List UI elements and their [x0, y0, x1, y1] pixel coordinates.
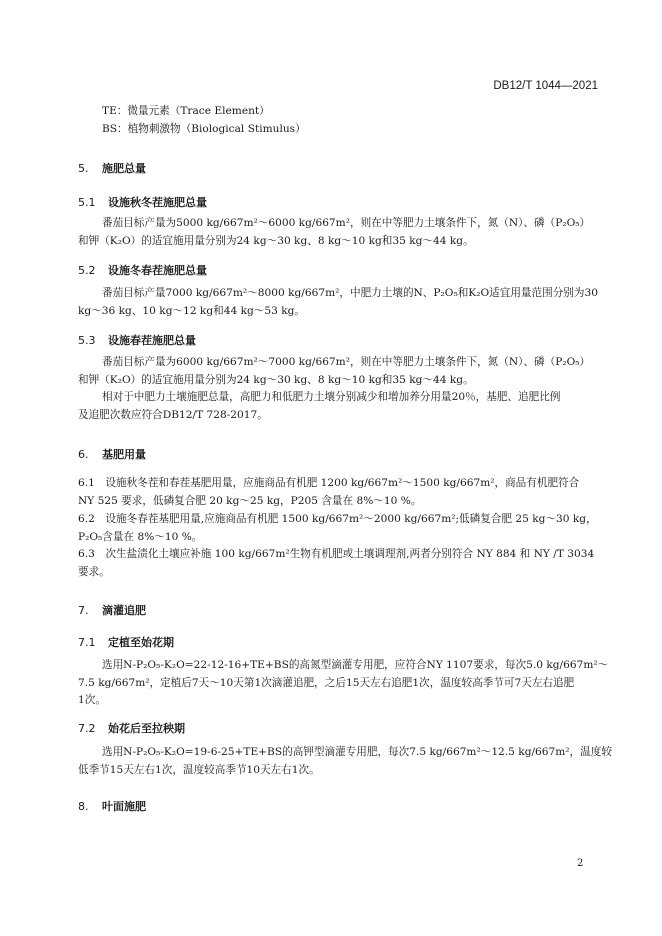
- section-number: 5.1: [78, 196, 96, 209]
- paragraph-line: 要求。: [78, 565, 110, 578]
- section-number: 7.2: [78, 722, 96, 735]
- section-number: 5.3: [78, 334, 96, 347]
- section-5-3-heading: [78, 332, 196, 348]
- section-6-3-paragraph: [78, 546, 602, 581]
- section-title: 设施春茬施肥总量: [108, 334, 196, 347]
- page-number: 2: [577, 858, 584, 869]
- paragraph-line: 番茄目标产量为5000 kg/667m²～6000 kg/667m²，则在中等肥力土壤条件下，氮（N）、磷（P₂O₅）: [102, 217, 591, 229]
- paragraph-line: 6.3 次生盐渍化土壤应补施 100 kg/667m²生物有机肥或土壤调理剂,两者分别符合 NY 884 和 NY /T 3034: [78, 548, 595, 560]
- section-7-2-heading: [78, 720, 185, 736]
- section-8-heading: [78, 798, 146, 814]
- paragraph-line: 选用N-P₂O₅-K₂O=19-6-25+TE+BS的高钾型滴灌专用肥，每次7.5 kg/667m²～12.5 kg/667m²，温度较: [102, 746, 612, 758]
- paragraph-line: 选用N-P₂O₅-K₂O=22-12-16+TE+BS的高氮型滴灌专用肥，应符合NY 1107要求，每次5.0 kg/667m²～: [102, 659, 609, 671]
- section-title: 叶面施肥: [102, 800, 146, 813]
- section-title: 设施冬春茬施肥总量: [108, 264, 207, 277]
- abbrev-bs: BS：植物刺激物（Biological Stimulus）: [102, 122, 306, 135]
- section-7-2-paragraph: [78, 744, 612, 779]
- section-5-2-paragraph: [78, 285, 602, 320]
- section-number: 7.1: [78, 636, 96, 649]
- paragraph-line: 和钾（K₂O）的适宜施用量分别为24 kg～30 kg、8 kg～10 kg和35 kg～44 kg。: [78, 373, 474, 386]
- section-title: 基肥用量: [102, 448, 146, 461]
- document-code-header: DB12/T 1044—2021: [493, 80, 598, 92]
- section-number: 8.: [78, 800, 89, 813]
- section-title: 定植至始花期: [108, 636, 174, 649]
- section-title: 施肥总量: [102, 162, 146, 175]
- paragraph-line: 番茄目标产量为6000 kg/667m²～7000 kg/667m²，则在中等肥力土壤条件下，氮（N）、磷（P₂O₅）: [102, 356, 591, 368]
- section-5-2-heading: [78, 262, 207, 278]
- section-5-3-paragraph: [78, 354, 602, 424]
- section-6-1-paragraph: [78, 475, 602, 510]
- section-title: 设施秋冬茬施肥总量: [108, 196, 207, 209]
- paragraph-line: 6.1 设施秋冬茬和春茬基肥用量，应施商品有机肥 1200 kg/667m²～1500 kg/667m²，商品有机肥符合: [78, 477, 580, 489]
- paragraph-line: NY 525 要求，低磷复合肥 20 kg～25 kg，P205 含量在 8%～10 %。: [78, 494, 422, 507]
- section-5-1-paragraph: [78, 215, 602, 250]
- abbrev-te: TE：微量元素（Trace Element）: [102, 105, 270, 117]
- paragraph-line: kg～36 kg、10 kg～12 kg和44 kg～53 kg。: [78, 304, 306, 317]
- section-5-heading: [78, 160, 146, 176]
- section-7-1-paragraph: [78, 657, 609, 710]
- section-number: 7.: [78, 604, 89, 617]
- paragraph-line: 6.2 设施冬春茬基肥用量,应施商品有机肥 1500 kg/667m²～2000 kg/667m²;低磷复合肥 25 kg～30 kg，: [78, 513, 597, 525]
- section-number: 5.: [78, 162, 89, 175]
- paragraph-line: 7.5 kg/667m²，定植后7天～10天第1次滴灌追肥，之后15天左右追肥1次，温度较高季节可7天左右追肥: [78, 676, 575, 689]
- section-6-2-paragraph: [78, 511, 602, 546]
- paragraph-line: 1次。: [78, 694, 106, 706]
- paragraph-line: 低季节15天左右1次，温度较高季节10天左右1次。: [78, 763, 320, 776]
- section-5-1-heading: [78, 194, 207, 210]
- section-number: 5.2: [78, 264, 96, 277]
- section-6-heading: [78, 446, 146, 462]
- section-title: 滴灌追肥: [102, 604, 146, 617]
- section-7-heading: [78, 602, 146, 618]
- section-title: 始花后至拉秧期: [108, 722, 185, 735]
- paragraph-line: 番茄目标产量7000 kg/667m²～8000 kg/667m²，中肥力土壤的N、P₂O₅和K₂O适宜用量范围分别为30: [102, 287, 598, 299]
- paragraph-line: 及追肥次数应符合DB12/T 728-2017。: [78, 408, 268, 421]
- section-7-1-heading: [78, 634, 174, 650]
- abbreviation-list: [102, 103, 626, 138]
- paragraph-line: 相对于中肥力土壤施肥总量，高肥力和低肥力土壤分别减少和增加养分用量20％，基肥、追肥比例: [102, 391, 561, 403]
- section-number: 6.: [78, 448, 89, 461]
- paragraph-line: P₂O₅含量在 8%～10 %。: [78, 530, 203, 543]
- paragraph-line: 和钾（K₂O）的适宜施用量分别为24 kg～30 kg、8 kg～10 kg和35 kg～44 kg。: [78, 234, 474, 247]
